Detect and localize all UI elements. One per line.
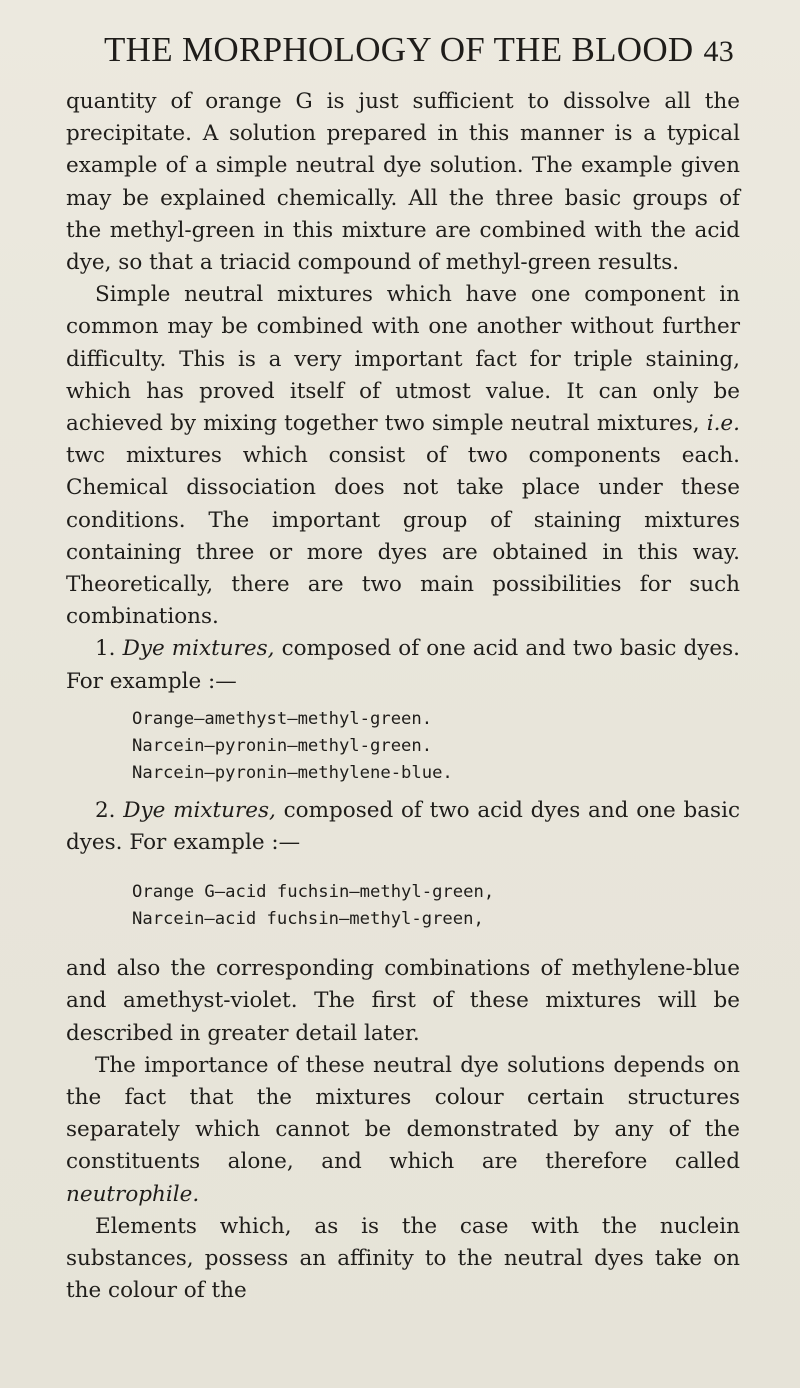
running-header	[104, 30, 764, 70]
item-1-text: composed of one acid and two basic dyes. For example :—	[66, 636, 741, 694]
example-1-line: Narcein–pyronin–methylene-blue.	[132, 762, 453, 783]
example-2-line: Orange G–acid fuchsin–methyl-green,	[132, 882, 495, 903]
example-1-line: Orange–amethyst–methyl-green.	[132, 708, 433, 729]
paragraph-2-text-b: twc mixtures which consist of two components each. Chemical dissociation does not take place under these conditions. The important group of staining mixtures containing three or more dyes are obtained in this way. Theoretically, there are two main possibilities for such combinations.	[66, 443, 740, 630]
paragraph-1: quantity of orange G is just sufficient to dissolve all the precipitate. A solution prepared in this manner is a typical example of a simple neutral dye solution. The example given may be explained chemically. All the three basic groups of the methyl-green in this mixture are combined with the acid dye, so that a triacid compound of methyl-green results.	[66, 89, 740, 276]
item-1-number: 1.	[95, 636, 123, 662]
paragraph-2-text-a: Simple neutral mixtures which have one component in common may be combined with one another without further difficulty. This is a very important fact for triple staining, which has proved itself of utmost value. It can only be achieved by mixing together two simple neutral mixtures,	[66, 282, 740, 437]
paragraph-5: Elements which, as is the case with the nuclein substances, possess an affinity to the neutral dyes take on the colour of the	[66, 1213, 740, 1304]
item-1-italic: Dye mixtures,	[122, 636, 275, 662]
example-list-1	[66, 706, 740, 787]
page-number: 43	[703, 35, 735, 68]
example-list-2	[66, 879, 740, 933]
body-text	[66, 86, 740, 1308]
paragraph-2-ie: i.e.	[706, 411, 740, 437]
example-1-line: Narcein–pyronin–methyl-green.	[132, 735, 433, 756]
paragraph-3: and also the corresponding combinations of methylene-blue and amethyst-violet. The first of these mixtures will be described in greater detail later.	[66, 956, 740, 1046]
paragraph-2	[66, 279, 740, 633]
header-title: THE MORPHOLOGY OF THE BLOOD	[104, 30, 694, 69]
item-2-number: 2.	[95, 797, 124, 823]
example-2-line: Narcein–acid fuchsin–methyl-green,	[132, 909, 484, 930]
list-item-1-intro	[66, 633, 740, 697]
paragraph-4-italic: neutrophile.	[66, 1181, 200, 1207]
paragraph-4	[66, 1050, 740, 1211]
list-item-2-intro	[66, 795, 740, 859]
item-2-italic: Dye mixtures,	[123, 797, 276, 823]
item-2-text: composed of two acid dyes and one basic dyes. For example :—	[66, 797, 740, 856]
paragraph-4-text: The importance of these neutral dye solutions depends on the fact that the mixtures colour certain structures separately which cannot be demonstrated by any of the constituents alone, and which are therefore called	[66, 1052, 740, 1175]
